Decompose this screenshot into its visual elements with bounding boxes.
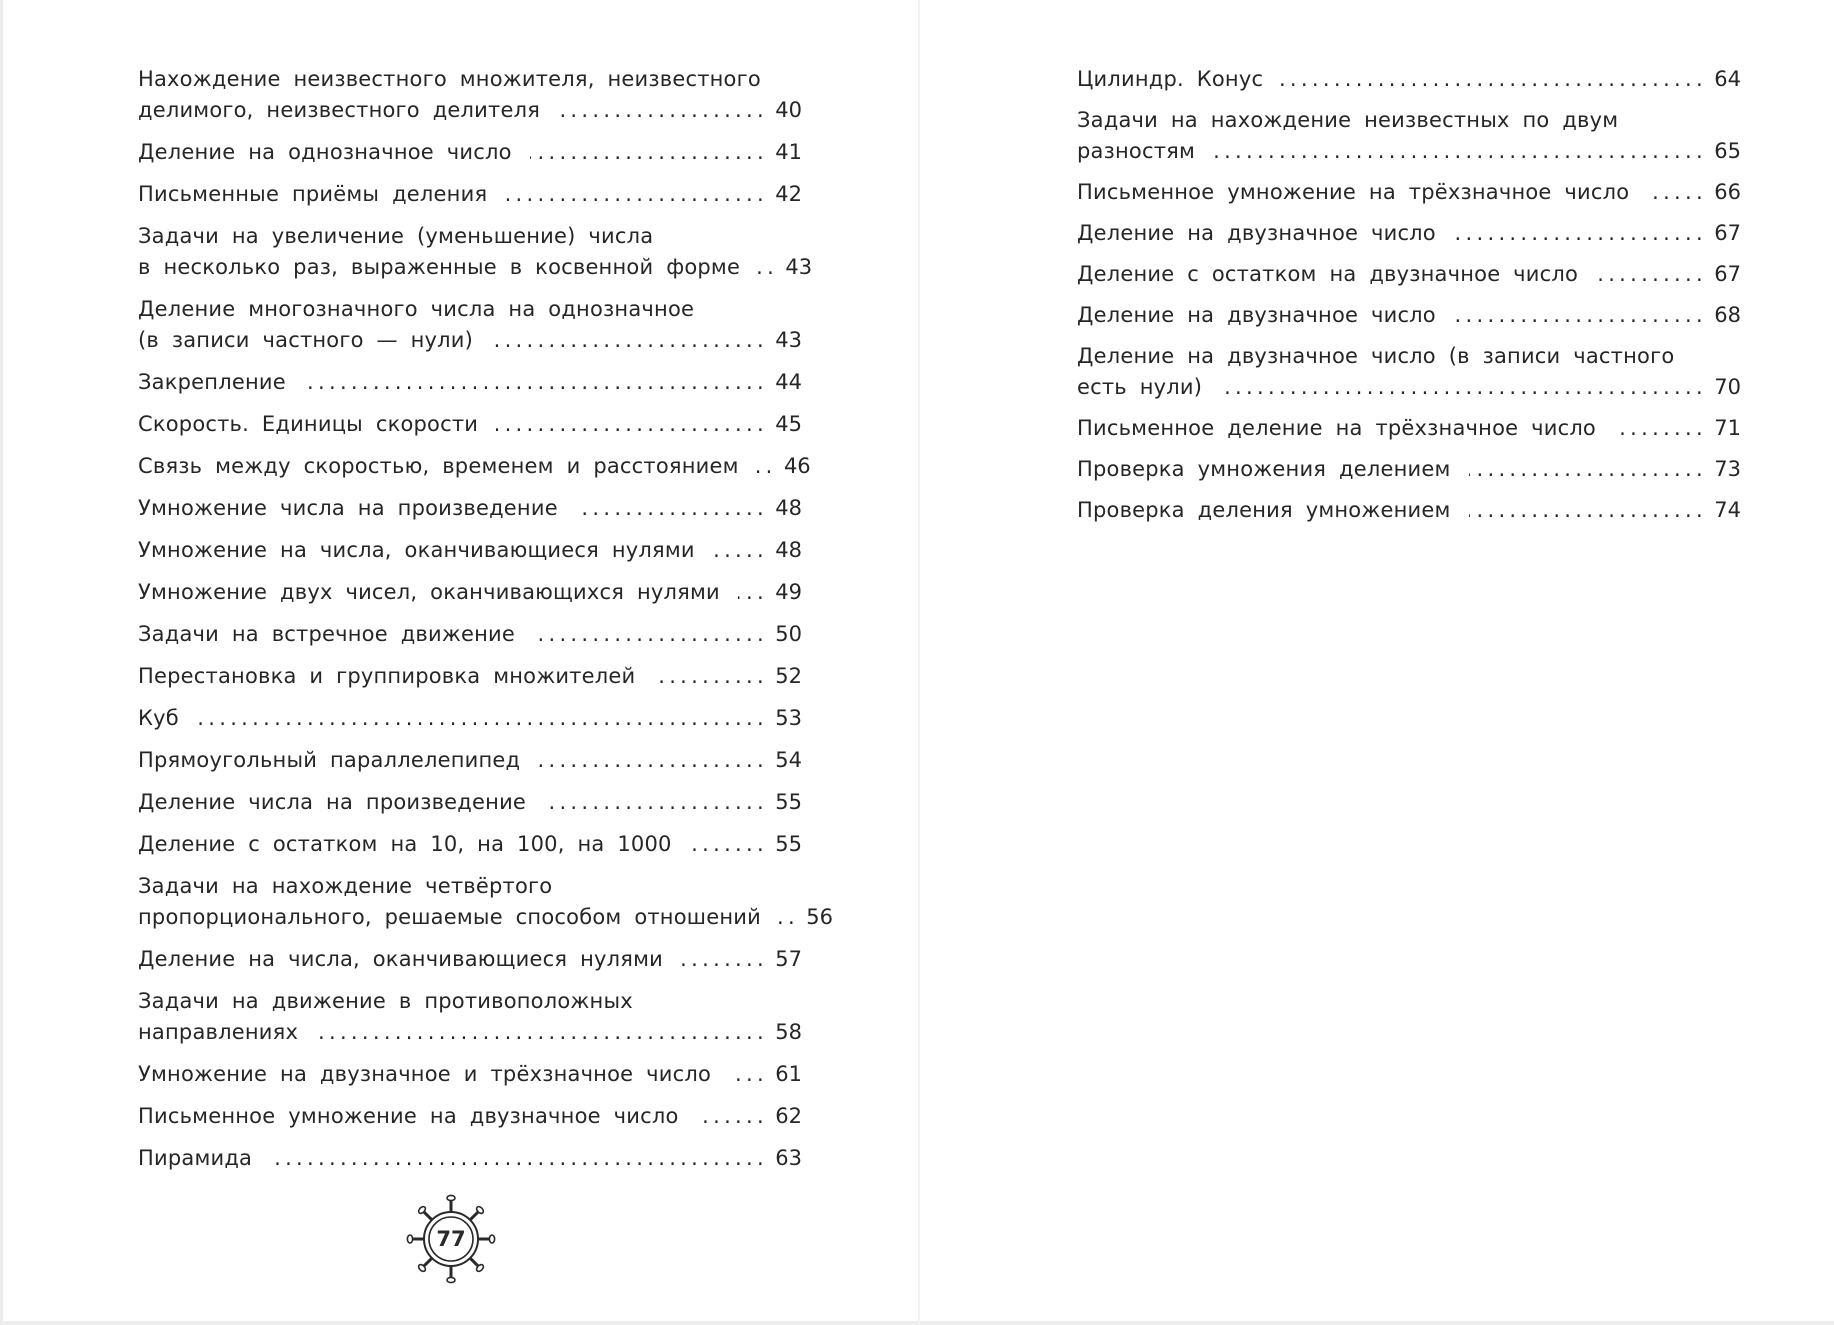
- dot-leader: [558, 95, 768, 126]
- toc-entry-row: [1077, 259, 1741, 290]
- toc-entry-row: [1077, 454, 1741, 485]
- toc-entry-page: 63: [775, 1146, 802, 1170]
- toc-entry-title-line: Умножение числа на произведение: [138, 496, 558, 520]
- dot-leader: [690, 829, 768, 860]
- right-page: [918, 0, 1834, 1325]
- toc-entry-row: [1077, 300, 1741, 331]
- toc-entry-row: [1077, 413, 1741, 444]
- dot-leader: [1454, 218, 1707, 249]
- dot-leader: [1469, 454, 1707, 485]
- toc-entry-page: 64: [1714, 67, 1741, 91]
- toc-entry-row: [138, 577, 802, 608]
- toc-entry: [138, 221, 813, 283]
- toc-entry-title-line: Деление на двузначное число: [1077, 303, 1436, 327]
- toc-entry-row: [138, 179, 802, 210]
- toc-entry-page: 67: [1714, 221, 1741, 245]
- toc-entry-row: [138, 252, 813, 283]
- toc-entry-row: [1077, 136, 1741, 167]
- toc-entry-title-line: Задачи на нахождение неизвестных по двум: [1077, 108, 1619, 132]
- toc-entry-title-line: есть нули): [1077, 375, 1203, 399]
- dot-leader: [713, 535, 768, 566]
- toc-entry-title-line: Проверка деления умножением: [1077, 498, 1451, 522]
- toc-entry-page: 66: [1714, 180, 1741, 204]
- dot-leader: [496, 409, 768, 440]
- dot-leader: [1220, 372, 1707, 403]
- toc-entry: [138, 294, 802, 356]
- toc-entry-title-line: Письменное умножение на трёхзначное число: [1077, 180, 1630, 204]
- toc-entry-page: 68: [1714, 303, 1741, 327]
- page-number-emblem: [404, 1192, 498, 1286]
- toc-entry-title-line: Перестановка и группировка множителей: [138, 664, 636, 688]
- toc-entry: [1077, 495, 1741, 526]
- toc-entry-title-line: направлениях: [138, 1020, 299, 1044]
- toc-entry-row: [138, 367, 802, 398]
- dot-leader: [576, 493, 768, 524]
- toc-entry-page: 54: [775, 748, 802, 772]
- dot-leader: [533, 619, 768, 650]
- toc-entry-page: 45: [775, 412, 802, 436]
- toc-entry-title-line: делимого, неизвестного делителя: [138, 98, 541, 122]
- dot-leader: [1281, 64, 1707, 95]
- toc-entry-page: 48: [775, 496, 802, 520]
- toc-entry: [138, 871, 833, 933]
- toc-entry-row: [138, 703, 802, 734]
- toc-entry-page: 67: [1714, 262, 1741, 286]
- dot-leader: [738, 577, 768, 608]
- toc-entry: [138, 986, 802, 1048]
- dot-leader: [505, 179, 768, 210]
- toc-entry: [138, 451, 811, 482]
- toc-entry-title-line: Цилиндр. Конус: [1077, 67, 1264, 91]
- toc-entry-row: [138, 1143, 802, 1174]
- toc-entry-row: [138, 137, 802, 168]
- toc-entry-page: 74: [1714, 498, 1741, 522]
- toc-entry-row: [1077, 372, 1741, 403]
- toc-entry-row: [1077, 177, 1741, 208]
- toc-entry: [1077, 341, 1741, 403]
- toc-entry: [1077, 300, 1741, 331]
- toc-entry-page: 44: [775, 370, 802, 394]
- dot-leader: [653, 661, 768, 692]
- dot-leader: [697, 1101, 768, 1132]
- toc-entry: [138, 367, 802, 398]
- toc-entry-page: 50: [775, 622, 802, 646]
- toc-entry: [138, 745, 802, 776]
- toc-entry-page: 70: [1714, 375, 1741, 399]
- toc-list-left: [138, 64, 833, 1185]
- toc-entry-page: 48: [775, 538, 802, 562]
- toc-entry-title-line: Письменное деление на трёхзначное число: [1077, 416, 1596, 440]
- dot-leader: [1213, 136, 1707, 167]
- toc-entry-row: [138, 902, 833, 933]
- dot-leader: [1614, 413, 1707, 444]
- dot-leader: [1469, 495, 1707, 526]
- toc-entry-title-line: Деление с остатком на 10, на 100, на 1000: [138, 832, 672, 856]
- toc-entry: [138, 829, 802, 860]
- dot-leader: [304, 367, 768, 398]
- toc-entry-page: 73: [1714, 457, 1741, 481]
- toc-entry-page: 58: [775, 1020, 802, 1044]
- toc-entry-title-line: Деление на числа, оканчивающиеся нулями: [138, 947, 663, 971]
- toc-entry: [138, 179, 802, 210]
- toc-entry: [1077, 413, 1741, 444]
- toc-entry-page: 62: [775, 1104, 802, 1128]
- dot-leader: [1596, 259, 1707, 290]
- toc-entry-page: 40: [775, 98, 802, 122]
- toc-entry: [138, 1059, 802, 1090]
- toc-entry: [138, 1101, 802, 1132]
- toc-entry-page: 41: [775, 140, 802, 164]
- toc-entry: [1077, 218, 1741, 249]
- toc-entry-title-line: Письменные приёмы деления: [138, 182, 488, 206]
- dot-leader: [729, 1059, 768, 1090]
- toc-entry-row: [138, 745, 802, 776]
- toc-entry-page: 65: [1714, 139, 1741, 163]
- toc-entry-page: 52: [775, 664, 802, 688]
- toc-entry: [138, 535, 802, 566]
- toc-entry-title-line: Задачи на движение в противоположных: [138, 989, 633, 1013]
- dot-leader: [758, 252, 778, 283]
- toc-entry: [138, 137, 802, 168]
- toc-entry-title-line: Умножение на двузначное и трёхзначное число: [138, 1062, 712, 1086]
- toc-entry-title-line: Деление на двузначное число: [1077, 221, 1436, 245]
- toc-entry-row: [138, 787, 802, 818]
- toc-entry-title-line: Скорость. Единицы скорости: [138, 412, 479, 436]
- toc-entry-title-line: Умножение на числа, оканчивающиеся нулями: [138, 538, 695, 562]
- toc-entry-row: [1077, 64, 1741, 95]
- toc-entry-row: [138, 661, 802, 692]
- toc-entry-page: 61: [775, 1062, 802, 1086]
- dot-leader: [197, 703, 768, 734]
- toc-entry: [138, 787, 802, 818]
- toc-entry: [1077, 177, 1741, 208]
- toc-entry-title-line: пропорционального, решаемые способом отношений: [138, 905, 761, 929]
- toc-entry-page: 53: [775, 706, 802, 730]
- toc-entry-page: 46: [783, 454, 811, 478]
- toc-entry: [138, 64, 802, 126]
- toc-entry-page: 55: [775, 832, 802, 856]
- toc-entry-row: [138, 619, 802, 650]
- toc-entry-page: 56: [806, 905, 833, 929]
- toc-entry-title-line: Пирамида: [138, 1146, 253, 1170]
- toc-entry-title-line: Деление числа на произведение: [138, 790, 527, 814]
- dot-leader: [681, 944, 768, 975]
- toc-entry-page: 43: [785, 255, 813, 279]
- toc-entry-title-line: (в записи частного — нули): [138, 328, 474, 352]
- toc-entry: [138, 577, 802, 608]
- dot-leader: [1454, 300, 1707, 331]
- dot-leader: [270, 1143, 768, 1174]
- toc-entry-title-line: Куб: [138, 706, 179, 730]
- toc-entry-row: [138, 1101, 802, 1132]
- toc-entry-title-line: Прямоугольный параллелепипед: [138, 748, 521, 772]
- toc-entry-title-line: Нахождение неизвестного множителя, неизвестного: [138, 67, 761, 91]
- toc-entry-title-line: Задачи на увеличение (уменьшение) числа: [138, 224, 654, 248]
- dot-leader: [544, 787, 768, 818]
- toc-entry: [1077, 259, 1741, 290]
- page-number: 77: [436, 1227, 466, 1251]
- toc-entry-title-line: Деление многозначного числа на однозначное: [138, 297, 695, 321]
- toc-entry-title-line: Деление на однозначное число: [138, 140, 512, 164]
- toc-entry-title-line: Умножение двух чисел, оканчивающихся нулями: [138, 580, 720, 604]
- toc-entry-page: 57: [775, 947, 802, 971]
- toc-entry-title-line: в несколько раз, выраженные в косвенной форме: [138, 255, 741, 279]
- dot-leader: [316, 1017, 768, 1048]
- toc-entry-row: [138, 535, 802, 566]
- toc-entry-row: [138, 95, 802, 126]
- toc-entry-title-line: Задачи на встречное движение: [138, 622, 515, 646]
- toc-entry-row: [138, 325, 802, 356]
- toc-entry: [138, 619, 802, 650]
- toc-entry: [138, 493, 802, 524]
- toc-entry-title-line: Связь между скоростью, временем и расстоянием: [138, 454, 739, 478]
- dot-leader: [757, 451, 777, 482]
- toc-entry-row: [138, 829, 802, 860]
- toc-entry: [138, 944, 802, 975]
- toc-entry-row: [138, 409, 802, 440]
- toc-entry-row: [138, 1017, 802, 1048]
- toc-entry-title-line: Закрепление: [138, 370, 286, 394]
- dot-leader: [779, 902, 799, 933]
- toc-entry-page: 43: [775, 328, 802, 352]
- dot-leader: [491, 325, 768, 356]
- toc-entry-row: [138, 493, 802, 524]
- toc-entry-title-line: Проверка умножения делением: [1077, 457, 1451, 481]
- toc-entry-title-line: Деление с остатком на двузначное число: [1077, 262, 1579, 286]
- toc-entry: [138, 661, 802, 692]
- toc-entry-page: 71: [1714, 416, 1741, 440]
- toc-entry-title-line: разностям: [1077, 139, 1195, 163]
- toc-entry-row: [1077, 495, 1741, 526]
- toc-entry-title-line: Задачи на нахождение четвёртого: [138, 874, 553, 898]
- toc-entry-page: 49: [775, 580, 802, 604]
- toc-entry-row: [138, 451, 811, 482]
- toc-list-right: [1077, 64, 1741, 536]
- toc-entry: [1077, 64, 1741, 95]
- toc-entry-row: [1077, 218, 1741, 249]
- dot-leader: [1647, 177, 1707, 208]
- toc-entry-page: 55: [775, 790, 802, 814]
- toc-entry-page: 42: [775, 182, 802, 206]
- toc-entry: [138, 703, 802, 734]
- toc-entry-row: [138, 944, 802, 975]
- toc-entry: [1077, 454, 1741, 485]
- toc-entry-row: [138, 1059, 802, 1090]
- toc-entry-title-line: Письменное умножение на двузначное число: [138, 1104, 679, 1128]
- toc-entry-title-line: Деление на двузначное число (в записи частного: [1077, 344, 1675, 368]
- toc-entry: [138, 1143, 802, 1174]
- dot-leader: [530, 137, 768, 168]
- toc-entry: [1077, 105, 1741, 167]
- dot-leader: [538, 745, 768, 776]
- toc-entry: [138, 409, 802, 440]
